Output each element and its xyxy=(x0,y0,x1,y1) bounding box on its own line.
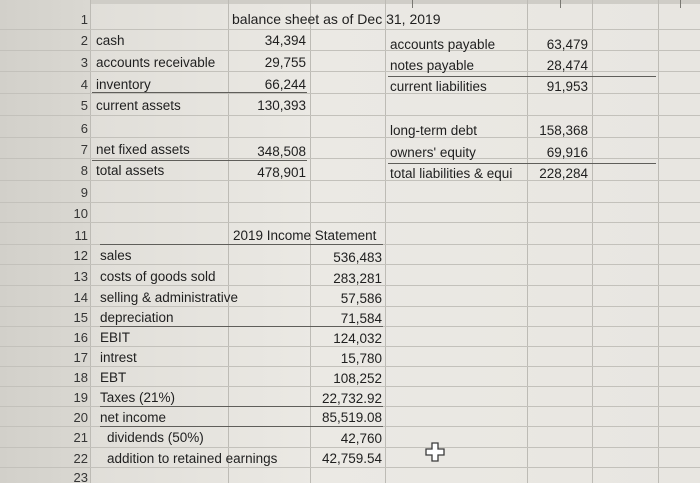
row-number[interactable]: 4 xyxy=(80,77,88,92)
row-number[interactable]: 23 xyxy=(73,470,88,483)
balance-sheet-title[interactable]: balance sheet as of Dec 31, 2019 xyxy=(232,11,441,27)
income-line-label[interactable]: EBIT xyxy=(100,330,131,345)
cell-border xyxy=(388,76,656,77)
asset-value[interactable]: 29,755 xyxy=(264,55,306,70)
row-number[interactable]: 11 xyxy=(74,228,88,243)
income-line-value[interactable]: 22,732.92 xyxy=(321,391,382,406)
asset-label[interactable]: inventory xyxy=(96,77,151,92)
income-line-label[interactable]: dividends (50%) xyxy=(107,430,204,445)
asset-value[interactable]: 66,244 xyxy=(264,77,306,92)
row-number[interactable]: 20 xyxy=(73,410,88,425)
cell-border xyxy=(92,160,307,161)
gridline xyxy=(0,71,700,72)
asset-value[interactable]: 348,508 xyxy=(257,144,306,159)
liability-label[interactable]: total liabilities & equi xyxy=(390,166,513,181)
income-line-label[interactable]: EBT xyxy=(100,370,127,385)
income-line-label[interactable]: Taxes (21%) xyxy=(100,390,176,405)
row-number[interactable]: 21 xyxy=(73,430,88,445)
income-line-value[interactable]: 108,252 xyxy=(333,371,382,386)
income-line-label[interactable]: sales xyxy=(100,248,132,263)
row-number[interactable]: 14 xyxy=(73,290,88,305)
cell-border xyxy=(388,163,656,164)
gridline xyxy=(0,346,700,347)
asset-value[interactable]: 34,394 xyxy=(264,33,306,48)
row-number[interactable]: 18 xyxy=(73,370,88,385)
liability-value[interactable]: 63,479 xyxy=(546,37,588,52)
income-line-value[interactable]: 42,760 xyxy=(340,431,382,446)
gridline xyxy=(0,366,700,367)
header-tick xyxy=(412,0,413,8)
asset-label[interactable]: accounts receivable xyxy=(96,55,216,70)
row-number[interactable]: 3 xyxy=(80,55,88,70)
liability-value[interactable]: 28,474 xyxy=(546,58,588,73)
gridline xyxy=(0,222,700,223)
liability-label[interactable]: current liabilities xyxy=(390,79,487,94)
row-number[interactable]: 2 xyxy=(80,33,88,48)
plus-cursor-icon xyxy=(425,442,445,462)
income-statement-title[interactable]: 2019 Income Statement xyxy=(233,228,377,243)
cell-border xyxy=(100,406,383,407)
gridline xyxy=(0,93,700,94)
asset-label[interactable]: total assets xyxy=(96,163,165,178)
row-number[interactable]: 22 xyxy=(73,451,88,466)
row-number[interactable]: 8 xyxy=(80,163,88,178)
asset-label[interactable]: cash xyxy=(96,33,125,48)
column-header-strip xyxy=(0,0,700,4)
income-line-value[interactable]: 57,586 xyxy=(340,291,382,306)
income-line-value[interactable]: 15,780 xyxy=(340,351,382,366)
cell-border xyxy=(100,426,383,427)
liability-label[interactable]: notes payable xyxy=(390,58,475,73)
row-number[interactable]: 13 xyxy=(73,269,88,284)
row-number[interactable]: 19 xyxy=(73,390,88,405)
income-line-label[interactable]: net income xyxy=(100,410,167,425)
row-number[interactable]: 16 xyxy=(73,330,88,345)
row-number[interactable]: 6 xyxy=(80,121,88,136)
income-line-label[interactable]: costs of goods sold xyxy=(100,269,216,284)
gridline xyxy=(0,467,700,468)
liability-label[interactable]: accounts payable xyxy=(390,37,496,52)
gridline xyxy=(90,0,91,483)
asset-label[interactable]: current assets xyxy=(96,98,181,113)
income-line-value[interactable]: 124,032 xyxy=(333,331,382,346)
gridline xyxy=(658,0,659,483)
gridline xyxy=(0,447,700,448)
income-line-label[interactable]: selling & administrative xyxy=(100,290,239,305)
cell-border xyxy=(100,326,383,327)
gridline xyxy=(0,29,700,30)
gridline xyxy=(592,0,593,483)
cell-border xyxy=(92,92,307,93)
row-number[interactable]: 17 xyxy=(73,350,88,365)
income-line-label[interactable]: depreciation xyxy=(100,310,174,325)
gridline xyxy=(0,180,700,181)
row-number[interactable]: 12 xyxy=(73,248,88,263)
liability-label[interactable]: long-term debt xyxy=(390,123,478,138)
row-number[interactable]: 9 xyxy=(80,185,88,200)
row-number[interactable]: 1 xyxy=(80,12,88,27)
liability-value[interactable]: 158,368 xyxy=(539,123,588,138)
row-number[interactable]: 7 xyxy=(80,142,88,157)
income-line-value[interactable]: 71,584 xyxy=(340,311,382,326)
income-line-value[interactable]: 283,281 xyxy=(333,271,382,286)
gridline xyxy=(0,115,700,116)
header-tick xyxy=(560,0,561,8)
gridline xyxy=(0,386,700,387)
income-line-label[interactable]: addition to retained earnings xyxy=(107,451,278,466)
gridline xyxy=(0,137,700,138)
row-number[interactable]: 5 xyxy=(80,98,88,113)
liability-value[interactable]: 91,953 xyxy=(546,79,588,94)
income-line-label[interactable]: intrest xyxy=(100,350,137,365)
gridline xyxy=(0,306,700,307)
gridline xyxy=(0,202,700,203)
gridline xyxy=(0,158,700,159)
income-line-value[interactable]: 536,483 xyxy=(333,250,382,265)
header-tick xyxy=(680,0,681,8)
liability-value[interactable]: 69,916 xyxy=(546,145,588,160)
gridline xyxy=(0,50,700,51)
cell-border xyxy=(100,244,383,245)
income-line-value[interactable]: 42,759.54 xyxy=(321,451,382,466)
asset-value[interactable]: 478,901 xyxy=(257,165,306,180)
gridline xyxy=(228,0,229,483)
asset-value[interactable]: 130,393 xyxy=(257,98,306,113)
gridline xyxy=(385,0,386,483)
liability-value[interactable]: 228,284 xyxy=(539,166,588,181)
income-line-value[interactable]: 85,519.08 xyxy=(321,410,382,425)
liability-label[interactable]: owners' equity xyxy=(390,145,476,160)
row-number[interactable]: 10 xyxy=(73,206,88,221)
row-number[interactable]: 15 xyxy=(73,310,88,325)
asset-label[interactable]: net fixed assets xyxy=(96,142,190,157)
